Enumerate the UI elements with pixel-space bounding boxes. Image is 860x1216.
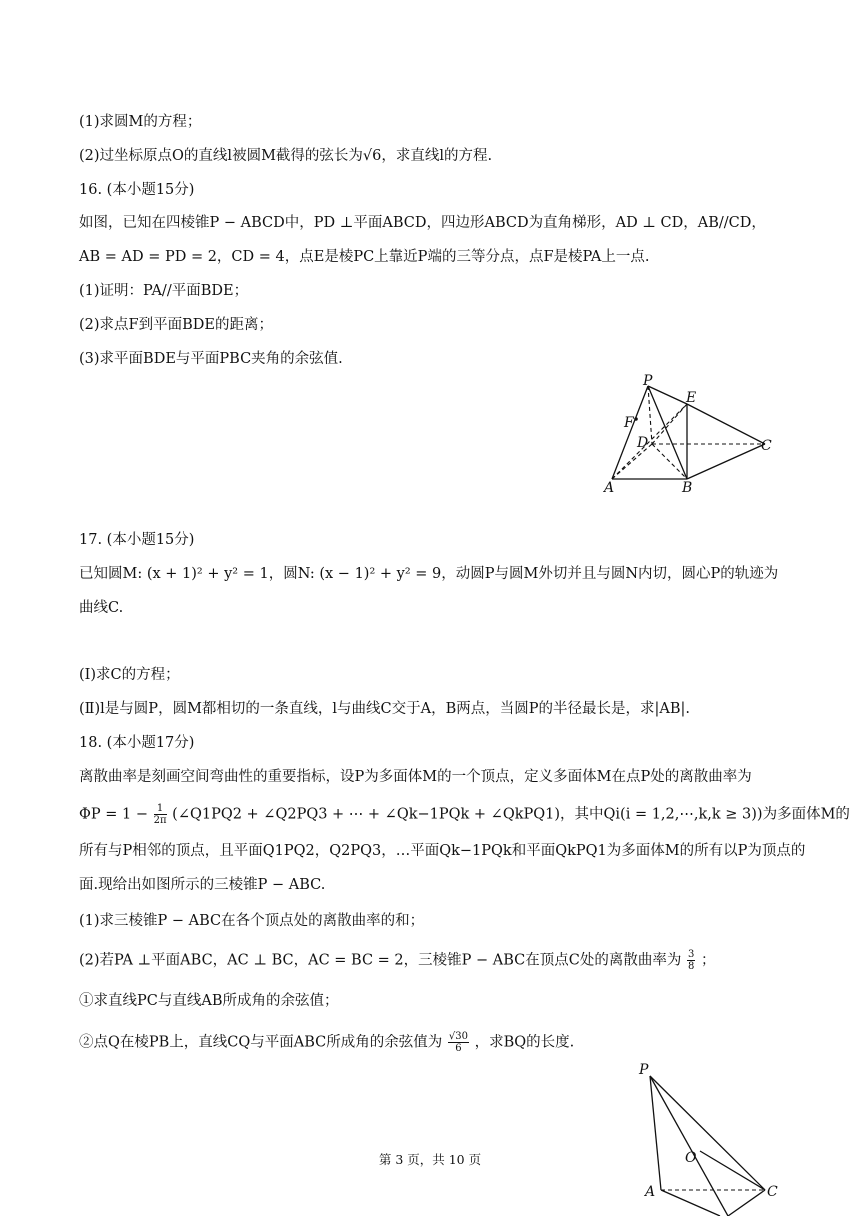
q18-frac-numerator: 1 <box>154 803 167 815</box>
q17-stem-line2: 曲线C. <box>79 600 124 616</box>
q17-part1: (Ⅰ)求C的方程； <box>79 667 180 683</box>
q18-part1: (1)求三棱锥P − ABC在各个顶点处的离散曲率的和； <box>79 913 425 929</box>
q18-tetrahedron-figure <box>630 1058 790 1216</box>
q16-stem-line2: AB = AD = PD = 2，CD = 4，点E是棱PC上靠近P端的三等分点，点F是棱PA上一点. <box>79 249 650 265</box>
q18-formula-lhs: ΦP = 1 − <box>79 806 148 823</box>
q18-formula-rhs: (∠Q1PQ2 + ∠Q2PQ3 + ⋯ + ∠Qk−1PQk + ∠QkPQ1)，其中Qi(i = 1,2,⋯,k,k ≥ 3))为多面体M的 <box>172 806 850 823</box>
fig1-label-e: E <box>686 390 697 406</box>
page-footer: 第 3 页，共 10 页 <box>378 1152 482 1167</box>
q18-stem-line3: 所有与P相邻的顶点，且平面Q1PQ2，Q2PQ3，…平面Qk−1PQk和平面QkPQ1为多面体M的所有以P为顶点的 <box>79 843 806 859</box>
q17-stem-line1: 已知圆M: (x + 1)² + y² = 1，圆N: (x − 1)² + y² = 9，动圆P与圆M外切并且与圆N内切，圆心P的轨迹为 <box>79 566 779 582</box>
fig1-label-f: F <box>624 415 634 431</box>
q18-sub1: ①求直线PC与直线AB所成角的余弦值； <box>79 993 339 1009</box>
q18-sub2-frac-denominator: 6 <box>455 1043 462 1054</box>
q18-sub2-fraction <box>448 1031 469 1054</box>
q17-part2: (Ⅱ)l是与圆P，圆M都相切的一条直线，l与曲线C交于A，B两点，当圆P的半径最长是，求|AB|. <box>79 701 691 717</box>
fig1-label-b: B <box>682 480 693 496</box>
q18-sub2-frac-numerator: √30 <box>448 1031 468 1042</box>
fig2-label-p: P <box>639 1062 649 1078</box>
q15-part2: (2)过坐标原点O的直线l被圆M截得的弦长为√6，求直线l的方程. <box>79 148 493 164</box>
q16-stem-line1: 如图，已知在四棱锥P − ABCD中，PD ⊥平面ABCD，四边形ABCD为直角梯形，AD ⊥ CD，AB//CD， <box>79 215 766 231</box>
q18-part2-tail: ； <box>700 952 716 969</box>
q18-stem-line2 <box>79 803 850 826</box>
q16-part1: (1)证明：PA//平面BDE； <box>79 283 249 299</box>
fig1-label-p: P <box>643 373 653 389</box>
q18-stem-line1: 离散曲率是刻画空间弯曲性的重要指标，设P为多面体M的一个顶点，定义多面体M在点P处的离散曲率为 <box>79 769 752 785</box>
q18-heading: 18. (本小题17分) <box>79 735 195 751</box>
fig1-label-c: C <box>761 438 772 454</box>
q16-part3: (3)求平面BDE与平面PBC夹角的余弦值. <box>79 351 343 367</box>
q18-sub2 <box>79 1031 574 1054</box>
q18-part2-text: (2)若PA ⊥平面ABC，AC ⊥ BC，AC = BC = 2，三棱锥P − ABC在顶点C处的离散曲率为 <box>79 952 682 969</box>
q18-part2-frac-denominator: 8 <box>687 961 695 972</box>
q16-part2: (2)求点F到平面BDE的距离； <box>79 317 273 333</box>
fig2-label-c: C <box>767 1184 778 1200</box>
q18-sub2-text: ②点Q在棱PB上，直线CQ与平面ABC所成角的余弦值为 <box>79 1034 443 1051</box>
q18-formula-fraction <box>154 803 167 826</box>
fig2-label-o: O <box>685 1150 697 1166</box>
q17-heading: 17. (本小题15分) <box>79 532 195 548</box>
fig1-label-a: A <box>604 480 615 496</box>
q18-stem-line4: 面.现给出如图所示的三棱锥P − ABC. <box>79 877 326 893</box>
q18-part2 <box>79 949 715 972</box>
fig1-label-d: D <box>637 435 649 451</box>
q18-part2-fraction <box>687 949 695 972</box>
q18-frac-denominator: 2π <box>153 815 167 826</box>
q16-pyramid-figure <box>590 365 790 500</box>
q16-heading: 16. (本小题15分) <box>79 182 195 198</box>
q15-part1: (1)求圆M的方程； <box>79 114 202 130</box>
fig2-label-a: A <box>645 1184 656 1200</box>
q18-part2-frac-numerator: 3 <box>687 949 695 960</box>
q18-sub2-tail: ，求BQ的长度. <box>474 1034 575 1051</box>
